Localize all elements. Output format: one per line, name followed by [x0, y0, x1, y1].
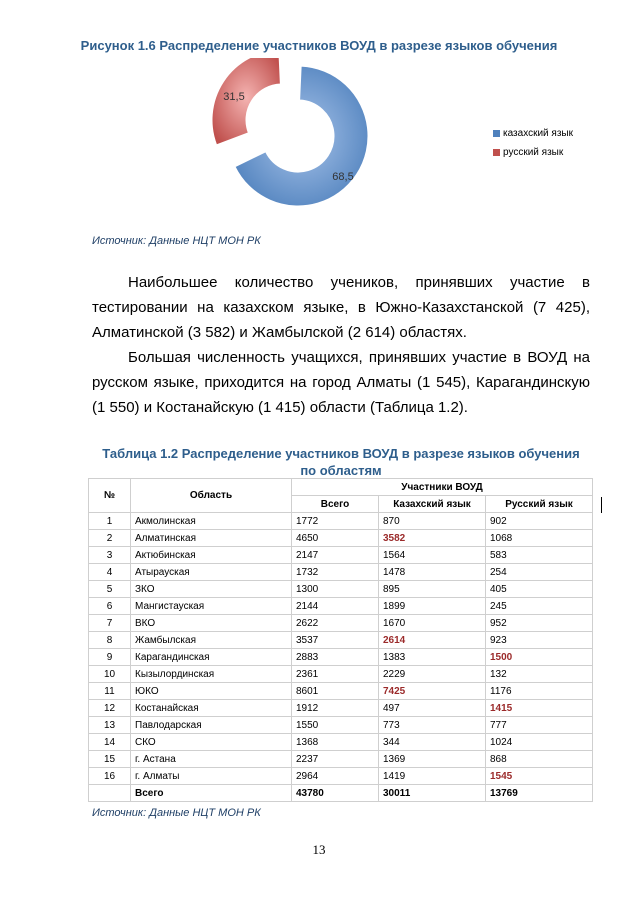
cell-num: 16 — [89, 768, 131, 785]
cell-total-kaz: 30011 — [379, 785, 486, 802]
cell-region: Павлодарская — [131, 717, 292, 734]
cell-region: Карагандинская — [131, 649, 292, 666]
legend-item-russian — [493, 147, 573, 158]
table-row — [89, 632, 593, 649]
cell-all: 2622 — [292, 615, 379, 632]
table-row — [89, 530, 593, 547]
cell-rus: 405 — [486, 581, 593, 598]
table-title-line1: Таблица 1.2 Распределение участников ВОУД в разрезе языков обучения — [102, 446, 580, 461]
cell-num: 2 — [89, 530, 131, 547]
cell-rus: 868 — [486, 751, 593, 768]
cell-region: г. Алматы — [131, 768, 292, 785]
cell-region: Жамбылская — [131, 632, 292, 649]
cell-num: 9 — [89, 649, 131, 666]
table-row — [89, 564, 593, 581]
cell-kaz: 1383 — [379, 649, 486, 666]
cell-num: 4 — [89, 564, 131, 581]
header-all: Всего — [292, 496, 379, 513]
cell-num — [89, 785, 131, 802]
table-edge-mark — [601, 497, 602, 513]
cell-rus: 132 — [486, 666, 593, 683]
cell-rus: 923 — [486, 632, 593, 649]
donut-slice-russian — [212, 58, 280, 145]
legend-swatch-kazakh — [493, 130, 500, 137]
cell-kaz: 344 — [379, 734, 486, 751]
legend-label-russian: русский язык — [503, 147, 564, 158]
table-title-line2: по областям — [300, 463, 382, 478]
cell-rus: 1415 — [486, 700, 593, 717]
cell-all: 2144 — [292, 598, 379, 615]
cell-region: Мангистауская — [131, 598, 292, 615]
cell-all: 2883 — [292, 649, 379, 666]
cell-all: 2237 — [292, 751, 379, 768]
legend-label-kazakh: казахский язык — [503, 128, 573, 139]
cell-kaz: 895 — [379, 581, 486, 598]
body-text — [92, 270, 590, 420]
cell-rus: 1500 — [486, 649, 593, 666]
table-total-row — [89, 785, 593, 802]
cell-region: ЮКО — [131, 683, 292, 700]
header-region: Область — [131, 479, 292, 513]
chart-legend — [493, 128, 573, 166]
cell-kaz: 870 — [379, 513, 486, 530]
header-num: № — [89, 479, 131, 513]
table-row — [89, 547, 593, 564]
cell-num: 3 — [89, 547, 131, 564]
cell-kaz: 2229 — [379, 666, 486, 683]
regions-table — [88, 478, 593, 802]
paragraph-1: Наибольшее количество учеников, принявших участие в тестировании на казахском языке, в Южно-Казахстанской (7 425), Алматинской (3 582) и Жамбылской (2 614) областях. — [92, 274, 590, 341]
page-number: 13 — [312, 842, 326, 857]
cell-rus: 1545 — [486, 768, 593, 785]
cell-region: Алматинская — [131, 530, 292, 547]
cell-num: 6 — [89, 598, 131, 615]
cell-kaz: 1478 — [379, 564, 486, 581]
table-row — [89, 513, 593, 530]
cell-num: 5 — [89, 581, 131, 598]
cell-rus: 902 — [486, 513, 593, 530]
cell-region: Кызылординская — [131, 666, 292, 683]
cell-rus: 254 — [486, 564, 593, 581]
data-label-russian: 31,5 — [223, 91, 245, 103]
legend-swatch-russian — [493, 149, 500, 156]
cell-all: 1912 — [292, 700, 379, 717]
legend-item-kazakh — [493, 128, 573, 139]
cell-region: ЗКО — [131, 581, 292, 598]
cell-rus: 1024 — [486, 734, 593, 751]
cell-rus: 1176 — [486, 683, 593, 700]
cell-kaz: 2614 — [379, 632, 486, 649]
cell-region: Акмолинская — [131, 513, 292, 530]
cell-rus: 1068 — [486, 530, 593, 547]
cell-num: 11 — [89, 683, 131, 700]
cell-num: 12 — [89, 700, 131, 717]
cell-all: 1368 — [292, 734, 379, 751]
cell-kaz: 497 — [379, 700, 486, 717]
cell-region: ВКО — [131, 615, 292, 632]
cell-region: СКО — [131, 734, 292, 751]
cell-rus: 583 — [486, 547, 593, 564]
table-row — [89, 734, 593, 751]
cell-kaz: 1419 — [379, 768, 486, 785]
cell-all: 2361 — [292, 666, 379, 683]
figure-source: Источник: Данные НЦТ МОН РК — [92, 235, 261, 247]
cell-kaz: 773 — [379, 717, 486, 734]
table-row — [89, 751, 593, 768]
table-row — [89, 615, 593, 632]
table-row — [89, 649, 593, 666]
cell-kaz: 7425 — [379, 683, 486, 700]
header-kaz: Казахский язык — [379, 496, 486, 513]
cell-region: Актюбинская — [131, 547, 292, 564]
cell-kaz: 1899 — [379, 598, 486, 615]
cell-total-all: 43780 — [292, 785, 379, 802]
table-source: Источник: Данные НЦТ МОН РК — [92, 807, 261, 819]
figure-title: Рисунок 1.6 Распределение участников ВОУД в разрезе языков обучения — [80, 38, 558, 53]
table-row — [89, 768, 593, 785]
cell-num: 14 — [89, 734, 131, 751]
cell-all: 3537 — [292, 632, 379, 649]
cell-rus: 245 — [486, 598, 593, 615]
cell-all: 4650 — [292, 530, 379, 547]
table-row — [89, 666, 593, 683]
cell-num: 10 — [89, 666, 131, 683]
cell-num: 13 — [89, 717, 131, 734]
cell-num: 15 — [89, 751, 131, 768]
cell-kaz: 1670 — [379, 615, 486, 632]
table-row — [89, 717, 593, 734]
paragraph-2: Большая численность учащихся, принявших участие в ВОУД на русском языке, приходится на город Алматы (1 545), Карагандинскую (1 550) и Костанайскую (1 415) области (Таблица 1.2). — [92, 349, 590, 416]
cell-num: 7 — [89, 615, 131, 632]
cell-region: Костанайская — [131, 700, 292, 717]
cell-total-label: Всего — [131, 785, 292, 802]
cell-total-rus: 13769 — [486, 785, 593, 802]
cell-num: 1 — [89, 513, 131, 530]
cell-all: 1732 — [292, 564, 379, 581]
cell-kaz: 3582 — [379, 530, 486, 547]
cell-region: г. Астана — [131, 751, 292, 768]
cell-rus: 777 — [486, 717, 593, 734]
cell-all: 1772 — [292, 513, 379, 530]
table-row — [89, 683, 593, 700]
header-rus: Русский язык — [486, 496, 593, 513]
data-label-kazakh: 68,5 — [332, 171, 354, 183]
cell-kaz: 1369 — [379, 751, 486, 768]
cell-all: 2964 — [292, 768, 379, 785]
cell-num: 8 — [89, 632, 131, 649]
header-group: Участники ВОУД — [292, 479, 593, 496]
table-row — [89, 581, 593, 598]
table-row — [89, 700, 593, 717]
cell-all: 1550 — [292, 717, 379, 734]
donut-chart — [190, 58, 390, 228]
cell-all: 1300 — [292, 581, 379, 598]
cell-region: Атырауская — [131, 564, 292, 581]
cell-kaz: 1564 — [379, 547, 486, 564]
cell-all: 2147 — [292, 547, 379, 564]
table-row — [89, 598, 593, 615]
table-title — [92, 445, 590, 479]
cell-all: 8601 — [292, 683, 379, 700]
cell-rus: 952 — [486, 615, 593, 632]
